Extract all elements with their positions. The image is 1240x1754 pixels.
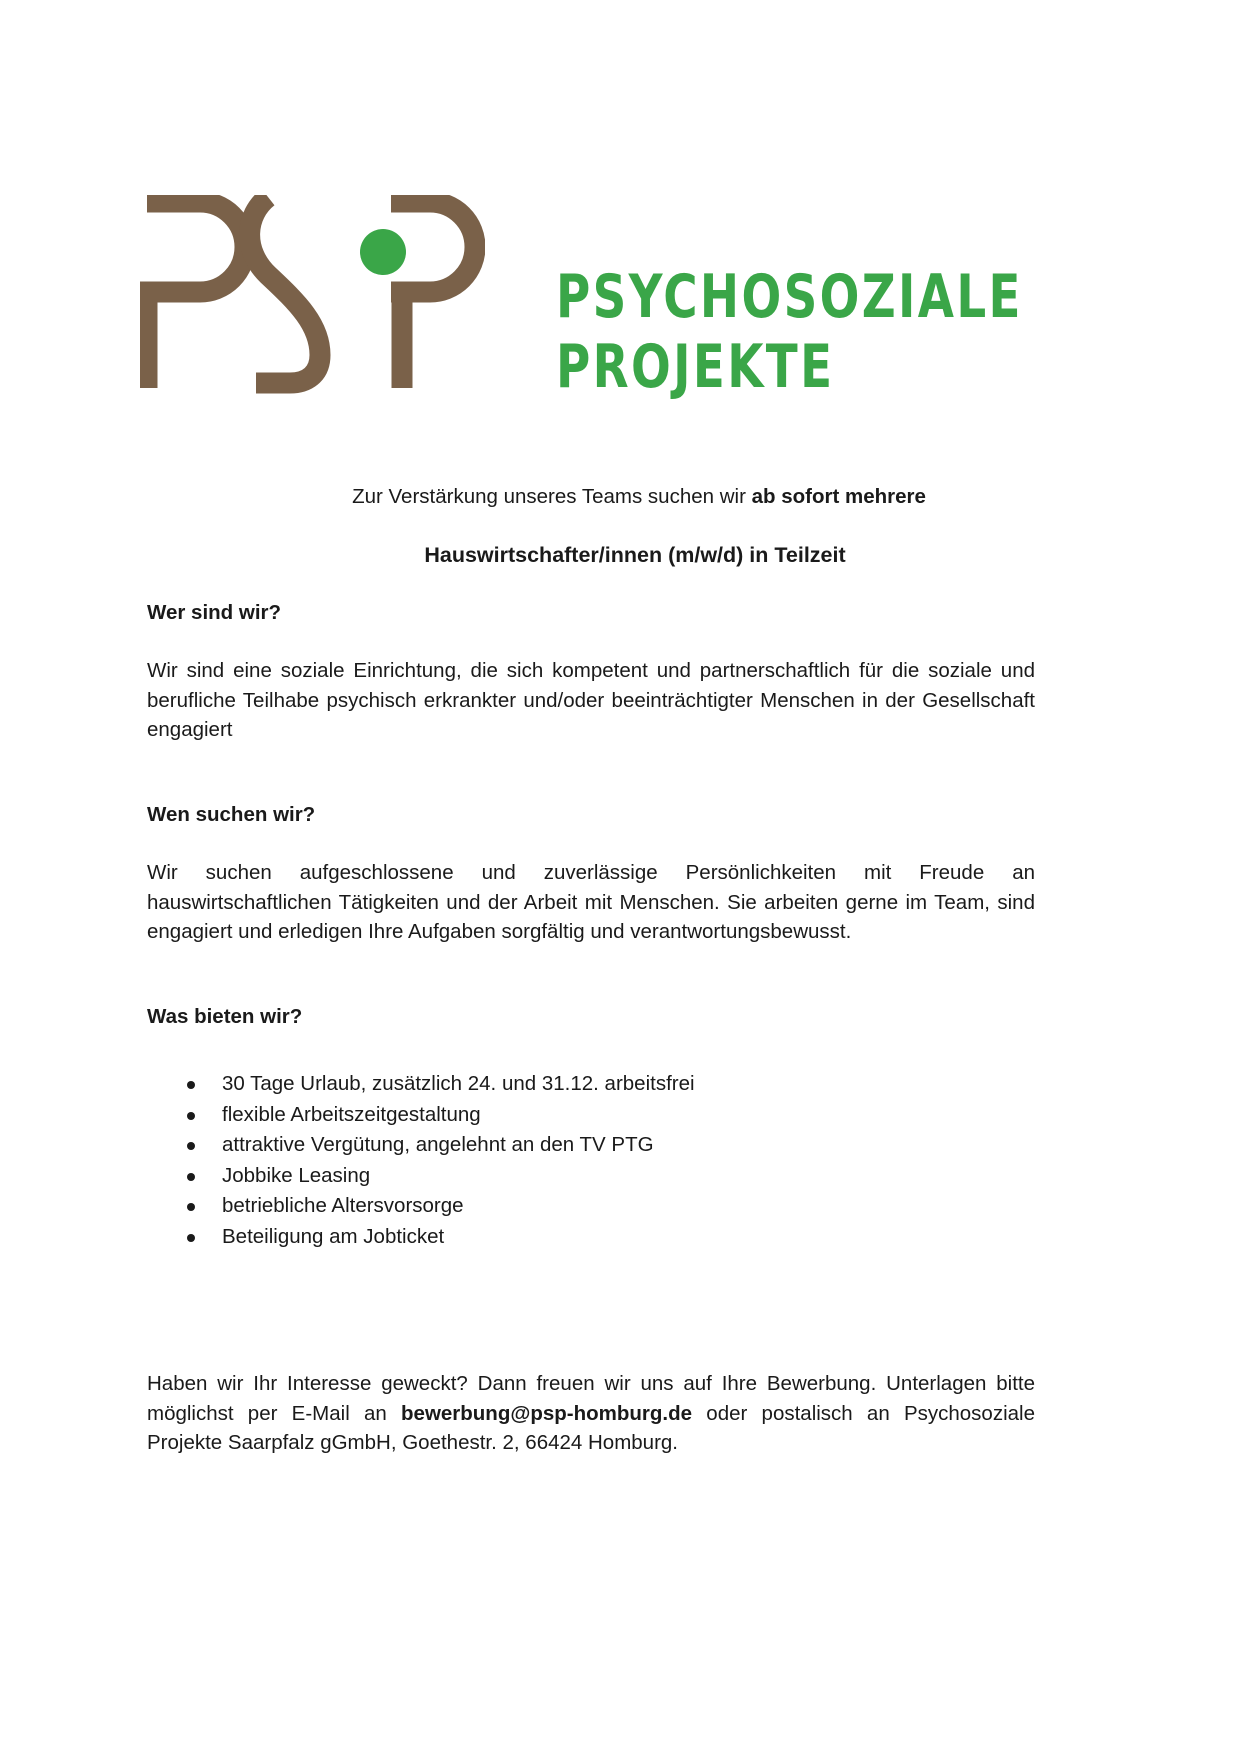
job-title-text: Hauswirtschafter/innen (m/w/d) in Teilzeit xyxy=(424,543,846,567)
benefit-item: attraktive Vergütung, angelehnt an den TV PTG xyxy=(147,1130,695,1161)
logo-letter-p2 xyxy=(391,202,475,388)
logo-wordmark xyxy=(556,262,1023,402)
psp-logo-mark xyxy=(140,195,485,395)
section-body-who: Wir sind eine soziale Einrichtung, die sich kompetent und partnerschaftlich für die soziale und berufliche Teilhabe psychisch erkrankter und/oder beeinträchtigter Menschen in der Gesellschaft engagiert xyxy=(147,659,1035,741)
bullet-icon xyxy=(187,1203,195,1211)
closing-paragraph xyxy=(147,1369,1035,1458)
benefit-item: flexible Arbeitszeitgestaltung xyxy=(147,1100,695,1131)
logo-wordmark-line2: PROJEKTE xyxy=(556,332,835,402)
bullet-icon xyxy=(187,1234,195,1242)
benefits-list xyxy=(147,1069,695,1252)
bullet-icon xyxy=(187,1173,195,1181)
closing-text-before: Haben wir Ihr Interesse geweckt? Dann freuen wir uns auf Ihre Bewerbung. Unterlagen bitte möglichst per E-Mail an xyxy=(147,1372,1035,1425)
bullet-icon xyxy=(187,1142,195,1150)
intro-text-bold: ab sofort mehrere xyxy=(751,485,926,508)
section-heading-whom: Wen suchen wir? xyxy=(147,803,316,826)
benefit-item: 30 Tage Urlaub, zusätzlich 24. und 31.12. arbeitsfrei xyxy=(147,1069,695,1100)
logo-green-dot xyxy=(360,229,406,275)
bullet-icon xyxy=(187,1112,195,1120)
section-heading-offer: Was bieten wir? xyxy=(147,1005,303,1028)
intro-line xyxy=(0,482,1240,512)
closing-text-after: oder postalisch an Psychosoziale Projekte Saarpfalz gGmbH, Goethestr. 2, 66424 Homburg. xyxy=(147,1401,1035,1454)
logo-letter-s xyxy=(250,197,320,383)
section-body-whom: Wir suchen aufgeschlossene und zuverlässige Persönlichkeiten mit Freude an hauswirtschaftlichen Tätigkeiten und der Arbeit mit Menschen. Sie arbeiten gerne im Team, sind engagiert und erledigen Ihre Aufgaben sorgfältig und verantwortungsbewusst. xyxy=(147,861,1035,943)
logo-wordmark-line1: PSYCHOSOZIALE xyxy=(556,262,1023,332)
section-heading-who: Wer sind wir? xyxy=(147,601,282,624)
job-title xyxy=(0,541,1240,571)
benefit-item: Beteiligung am Jobticket xyxy=(147,1222,695,1253)
benefit-item: betriebliche Altersvorsorge xyxy=(147,1191,695,1222)
logo-letter-p1 xyxy=(147,202,245,388)
benefit-item: Jobbike Leasing xyxy=(147,1161,695,1192)
application-email-link[interactable]: bewerbung@psp-homburg.de xyxy=(401,1401,693,1425)
intro-text: Zur Verstärkung unseres Teams suchen wir xyxy=(352,485,752,508)
bullet-icon xyxy=(187,1081,195,1089)
